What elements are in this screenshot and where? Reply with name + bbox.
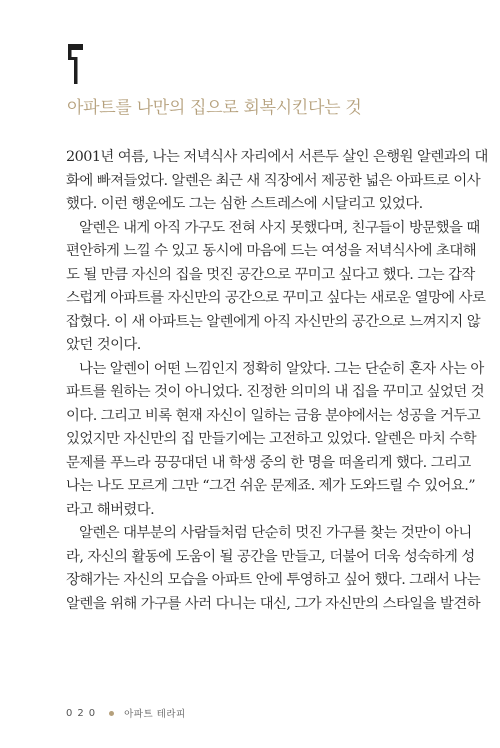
body-line: 스럽게 아파트를 자신만의 공간으로 꾸미고 싶다는 새로운 열망에 사로 bbox=[66, 290, 486, 306]
page-number: 020 bbox=[66, 707, 101, 719]
body-line: 이다. 그리고 비록 현재 자신이 일하는 금융 분야에서는 성공을 거두고 bbox=[66, 407, 481, 424]
body-line: 알렌은 대부분의 사람들처럼 단순히 멋진 가구를 찾는 것만이 아니 bbox=[79, 525, 472, 541]
body-line: 화에 빠져들었다. 알렌은 최근 새 직장에서 제공한 넓은 아파트로 이사 bbox=[66, 172, 481, 189]
running-book-title: 아파트 테라피 bbox=[124, 709, 186, 720]
body-line: 라고 해버렸다. bbox=[66, 501, 155, 518]
body-line: 도 될 만큼 자신의 집을 멋진 공간으로 꾸미고 싶다고 했다. 그는 갑작 bbox=[66, 266, 475, 283]
body-line: 라, 자신의 활동에 도움이 될 공간을 만들고, 더불어 더욱 성숙하게 성 bbox=[66, 548, 475, 565]
body-line: 2001년 여름, 나는 저녁식사 자리에서 서른두 살인 은행원 알렌과의 대 bbox=[66, 149, 488, 165]
body-line: 했다. 이런 행운에도 그는 심한 스트레스에 시달리고 있었다. bbox=[66, 196, 423, 212]
body-line: 나는 알렌이 어떤 느낌인지 정확히 알았다. 그는 단순히 혼자 사는 아 bbox=[79, 360, 484, 377]
footer-dot-icon bbox=[109, 711, 114, 716]
body-text bbox=[66, 146, 488, 616]
body-line: 알렌은 내게 아직 가구도 전혀 사지 못했다며, 친구들이 방문했을 때 bbox=[79, 219, 480, 236]
paint-roller-icon bbox=[68, 44, 84, 84]
body-line: 았던 것이다. bbox=[66, 337, 141, 353]
body-line: 잡혔다. 이 새 아파트는 알렌에게 아직 자신만의 공간으로 느껴지지 않 bbox=[66, 313, 481, 330]
body-line: 있었지만 자신만의 집 만들기에는 고전하고 있었다. 알렌은 마치 수학 bbox=[66, 431, 477, 447]
body-line: 편안하게 느낄 수 있고 동시에 마음에 드는 여성을 저녁식사에 초대해 bbox=[66, 243, 477, 259]
page-footer bbox=[66, 706, 186, 720]
body-line: 나는 나도 모르게 그만 “그건 쉬운 문제죠. 제가 도와드릴 수 있어요.” bbox=[66, 478, 476, 494]
section-title: 아파트를 나만의 집으로 회복시킨다는 것 bbox=[67, 98, 362, 118]
body-line: 문제를 푸느라 끙끙대던 내 학생 중의 한 명을 떠올리게 했다. 그리고 bbox=[66, 454, 471, 471]
body-line: 장해가는 자신의 모습을 아파트 안에 투영하고 싶어 했다. 그래서 나는 bbox=[66, 572, 481, 588]
body-line: 알렌을 위해 가구를 사러 다니는 대신, 그가 자신만의 스타일을 발견하 bbox=[66, 595, 481, 612]
body-line: 파트를 원하는 것이 아니었다. 진정한 의미의 내 집을 꾸미고 싶었던 것 bbox=[66, 384, 485, 400]
